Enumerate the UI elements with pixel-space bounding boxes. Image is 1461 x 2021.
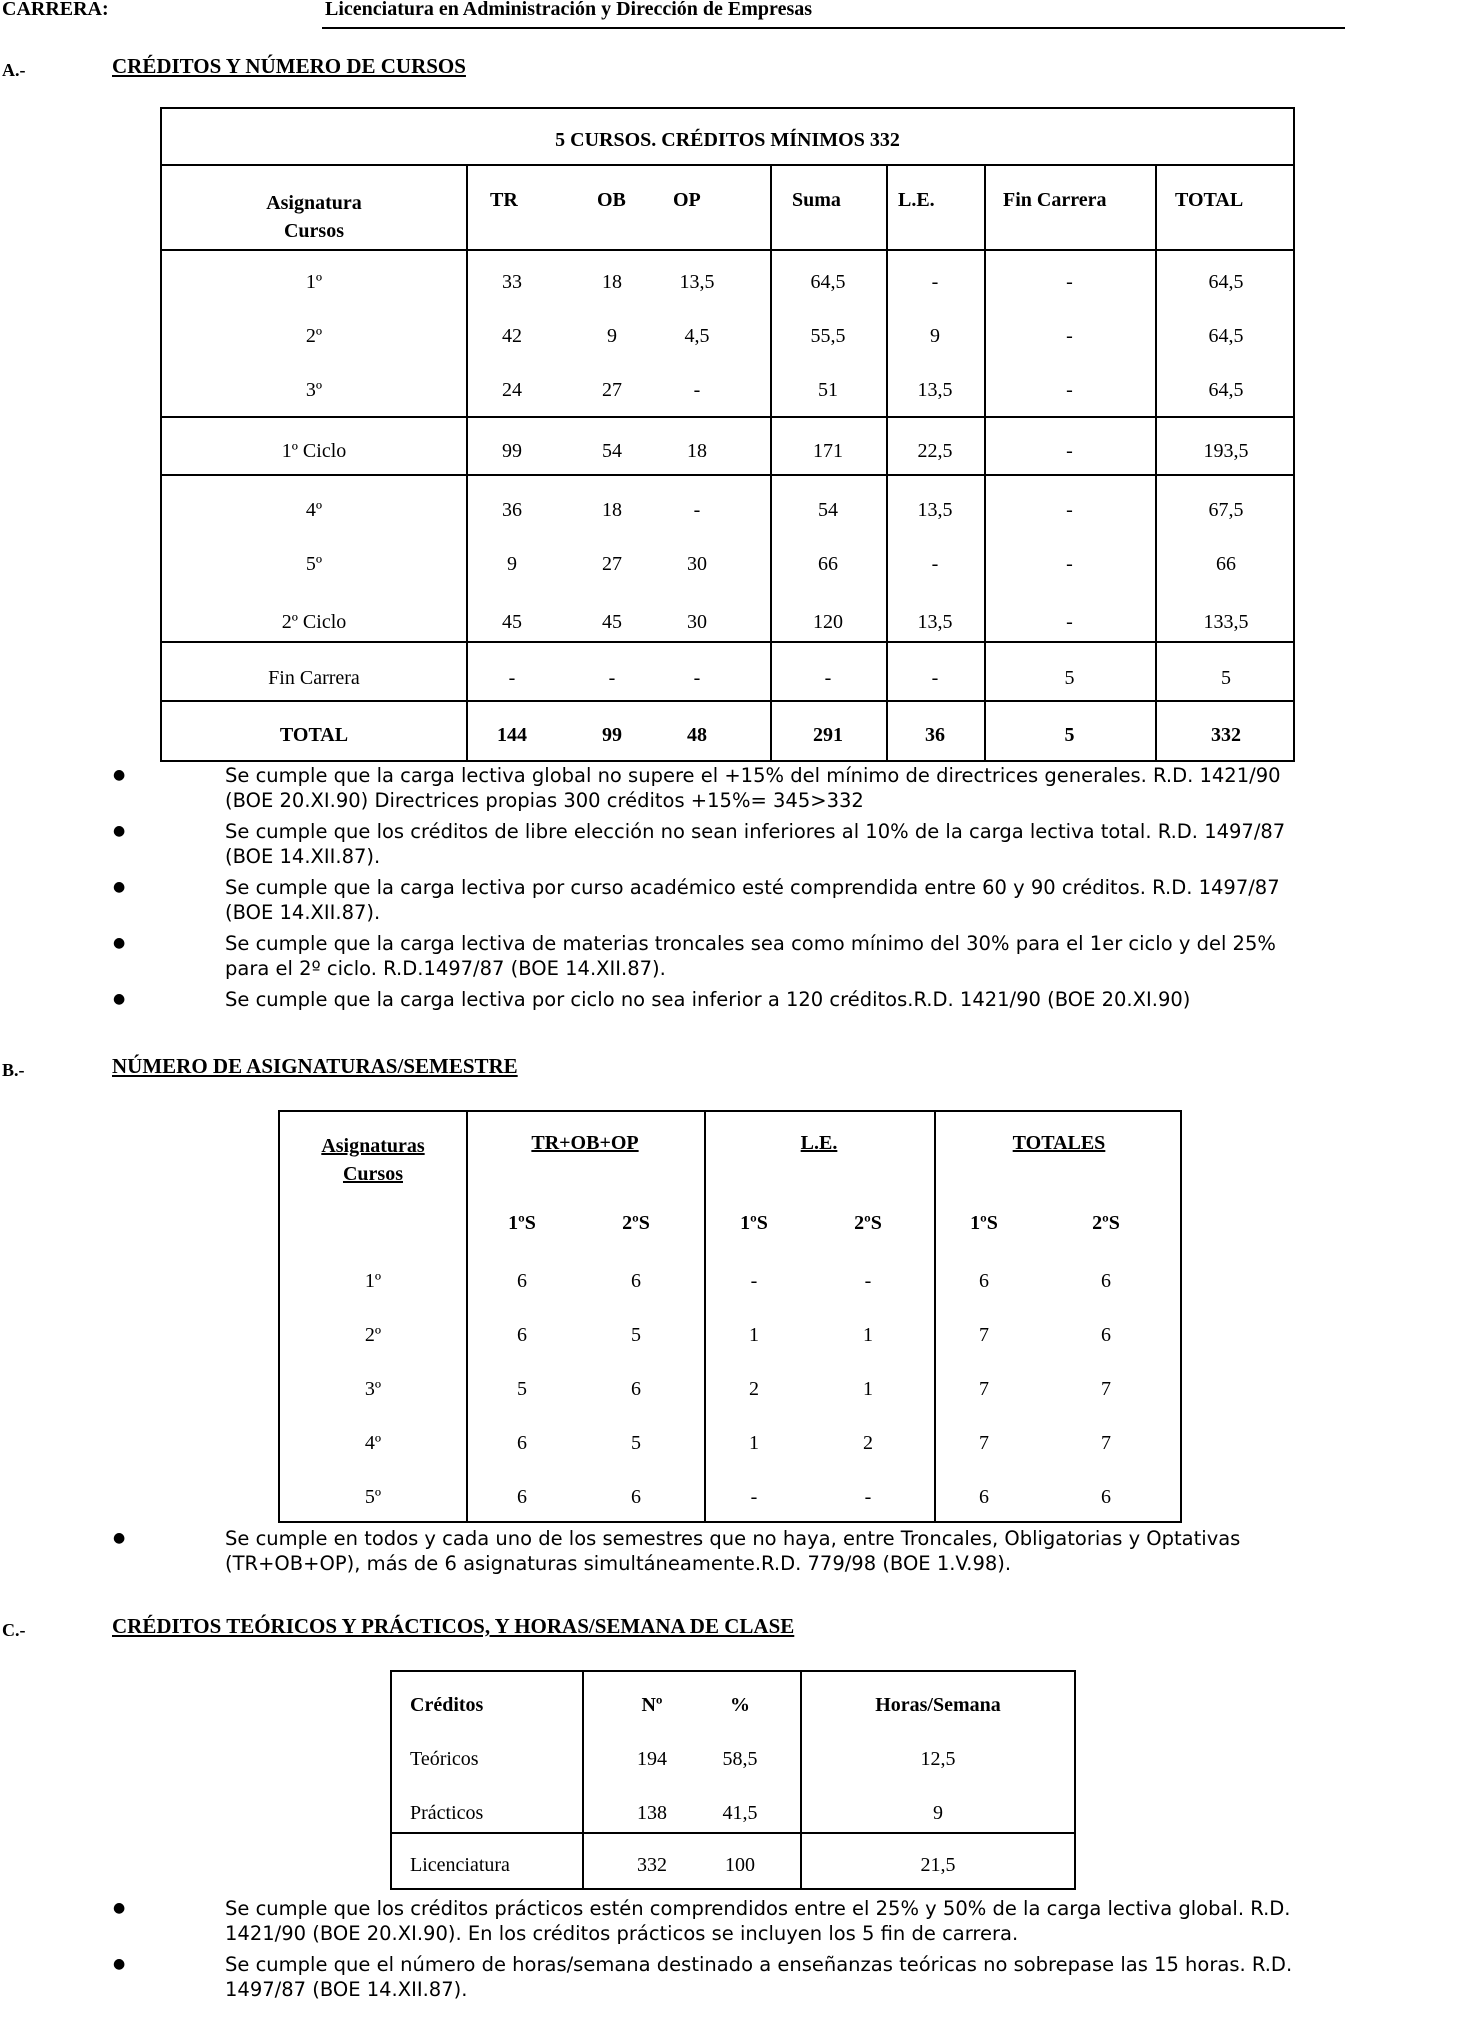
table-cell: 6 xyxy=(631,1486,641,1508)
header-sem1: 1ºS xyxy=(970,1212,998,1234)
row-label: 1º xyxy=(364,1270,382,1292)
row-label: 2º xyxy=(364,1324,382,1346)
bullet-icon: ● xyxy=(113,1900,126,1916)
table-cell: 7 xyxy=(979,1432,989,1454)
table-cell: - xyxy=(931,553,939,575)
row-label: 3º xyxy=(305,379,323,401)
table-cell: - xyxy=(824,667,832,689)
table-cell: 66 xyxy=(1216,553,1236,575)
table-rule xyxy=(162,164,1293,166)
note-line: Se cumple que la carga lectiva de materias troncales sea como mínimo del 30% para el 1er ciclo y del 25% xyxy=(225,932,1276,955)
table-cell: 1 xyxy=(749,1432,759,1454)
section-b-notes xyxy=(113,1526,1461,1582)
table-cell: 6 xyxy=(1101,1270,1111,1292)
table-cell: 54 xyxy=(602,440,622,462)
bullet-icon: ● xyxy=(113,879,126,895)
header-asignaturas xyxy=(280,1132,466,1188)
table-cell: 2 xyxy=(863,1432,873,1454)
table-cell: 99 xyxy=(602,724,622,746)
table-cell: 332 xyxy=(637,1854,667,1876)
header-rule xyxy=(322,27,1345,29)
table-cell: 5 xyxy=(1221,667,1231,689)
table-cell: - xyxy=(693,499,701,521)
table-cell: 6 xyxy=(517,1432,527,1454)
table-cell: 24 xyxy=(502,379,522,401)
table-cell: 133,5 xyxy=(1203,611,1249,633)
table-cell: 5 xyxy=(1064,667,1075,689)
row-label: TOTAL xyxy=(279,724,349,746)
row-label: Licenciatura xyxy=(410,1854,510,1876)
table-cell: 5 xyxy=(631,1432,641,1454)
theory-practice-table xyxy=(390,1670,1076,1890)
table-cell: 6 xyxy=(517,1324,527,1346)
table-cell: - xyxy=(1066,271,1073,293)
section-c-letter: C.- xyxy=(2,1620,26,1640)
row-label: 1º Ciclo xyxy=(281,440,347,462)
table-rule xyxy=(162,700,1293,702)
table-cell: 6 xyxy=(517,1486,527,1508)
header-op: OP xyxy=(673,189,701,211)
note-item xyxy=(113,1526,1461,1582)
row-label: 1º xyxy=(305,271,323,293)
bullet-icon: ● xyxy=(113,1530,126,1546)
table-cell: 30 xyxy=(687,553,707,575)
table-cell: 7 xyxy=(1101,1432,1111,1454)
table-cell: 1 xyxy=(749,1324,759,1346)
subjects-table xyxy=(278,1110,1182,1523)
table-cell: 42 xyxy=(502,325,522,347)
bullet-icon: ● xyxy=(113,935,126,951)
header-creditos: Créditos xyxy=(410,1694,484,1716)
section-a-notes xyxy=(113,763,1461,1015)
table-cell: 64,5 xyxy=(1208,271,1244,293)
table-cell: 9 xyxy=(933,1802,943,1824)
note-item xyxy=(113,819,1461,875)
table-cell: 21,5 xyxy=(920,1854,956,1876)
header-totales: TOTALES xyxy=(1012,1132,1106,1154)
section-c-title: CRÉDITOS TEÓRICOS Y PRÁCTICOS, Y HORAS/SEMANA DE CLASE xyxy=(112,1614,795,1638)
table-cell: 6 xyxy=(979,1270,989,1292)
header-le: L.E. xyxy=(898,189,935,211)
table-cell: 30 xyxy=(687,611,707,633)
header-sem2: 2ºS xyxy=(854,1212,882,1234)
table-rule xyxy=(162,249,1293,251)
table-cell: 7 xyxy=(1101,1378,1111,1400)
table-cell: 66 xyxy=(818,553,838,575)
note-line: Se cumple que la carga lectiva por curso académico esté comprendida entre 60 y 90 créditos. R.D. 1497/87 xyxy=(225,876,1280,899)
table-cell: 64,5 xyxy=(810,271,846,293)
table-cell: 6 xyxy=(631,1270,641,1292)
header-sem1: 1ºS xyxy=(740,1212,768,1234)
row-label: 4º xyxy=(364,1432,382,1454)
note-line: (BOE 14.XII.87). xyxy=(225,901,381,924)
note-item xyxy=(113,987,1461,1015)
bullet-icon: ● xyxy=(113,767,126,783)
note-line: 1497/87 (BOE 14.XII.87). xyxy=(225,1978,468,2001)
header-ob: OB xyxy=(597,189,626,211)
table-cell: 51 xyxy=(818,379,838,401)
row-label: 5º xyxy=(364,1486,382,1508)
header-total: TOTAL xyxy=(1175,189,1244,211)
row-label: Prácticos xyxy=(410,1802,484,1824)
header-le: L.E. xyxy=(800,1132,838,1154)
table-cell: 13,5 xyxy=(917,379,953,401)
table-cell: 120 xyxy=(813,611,843,633)
table-cell: 193,5 xyxy=(1203,440,1249,462)
table-cell: 9 xyxy=(930,325,940,347)
note-item xyxy=(113,931,1461,987)
table-cell: 6 xyxy=(1101,1324,1111,1346)
section-a-letter: A.- xyxy=(2,60,26,80)
table-cell: - xyxy=(864,1270,872,1292)
table-rule xyxy=(162,641,1293,643)
note-line: Se cumple que los créditos prácticos estén comprendidos entre el 25% y 50% de la carga lectiva global. R.D. xyxy=(225,1897,1291,1920)
table-rule xyxy=(162,416,1293,418)
bullet-icon: ● xyxy=(113,991,126,1007)
table-cell: 22,5 xyxy=(917,440,953,462)
note-line: 1421/90 (BOE 20.XI.90). En los créditos prácticos se incluyen los 5 fin de carrera. xyxy=(225,1922,1019,1945)
table-cell: 171 xyxy=(813,440,843,462)
table-cell: 1 xyxy=(863,1324,873,1346)
header-tr-ob-op: TR+OB+OP xyxy=(531,1132,639,1154)
table-rule xyxy=(582,1672,584,1888)
row-label: 2º Ciclo xyxy=(281,611,347,633)
table-cell: - xyxy=(1066,553,1073,575)
table-cell: 45 xyxy=(602,611,622,633)
table-cell: 13,5 xyxy=(917,499,953,521)
note-line: para el 2º ciclo. R.D.1497/87 (BOE 14.XII.87). xyxy=(225,957,666,980)
note-line: Se cumple en todos y cada uno de los semestres que no haya, entre Troncales, Obligatorias y Optativas xyxy=(225,1527,1241,1550)
table-cell: - xyxy=(931,667,939,689)
table-cell: 144 xyxy=(497,724,527,746)
table-cell: 41,5 xyxy=(722,1802,758,1824)
row-label: 5º xyxy=(305,553,323,575)
section-c-notes xyxy=(113,1896,1461,2008)
header-numero: Nº xyxy=(641,1694,663,1716)
table-cell: 36 xyxy=(925,724,945,746)
row-label: Fin Carrera xyxy=(268,667,360,689)
table-cell: 100 xyxy=(725,1854,755,1876)
table-cell: 5 xyxy=(631,1324,641,1346)
header-asignatura-line2: Cursos xyxy=(283,220,344,242)
table-caption: 5 CURSOS. CRÉDITOS MÍNIMOS 332 xyxy=(555,129,900,151)
table-cell: - xyxy=(608,667,616,689)
table-rule xyxy=(466,164,468,760)
table-cell: 2 xyxy=(749,1378,759,1400)
header-sem2: 2ºS xyxy=(622,1212,650,1234)
table-cell: 54 xyxy=(818,499,838,521)
header-asignaturas-line1: Asignaturas xyxy=(321,1135,425,1157)
row-label: Teóricos xyxy=(410,1748,479,1770)
table-cell: 9 xyxy=(507,553,517,575)
table-cell: 138 xyxy=(637,1802,667,1824)
table-rule xyxy=(934,1112,936,1521)
table-cell: 6 xyxy=(979,1486,989,1508)
header-asignatura xyxy=(162,189,466,245)
header-fin-carrera: Fin Carrera xyxy=(1003,189,1107,211)
header-horas-semana: Horas/Semana xyxy=(875,1694,1001,1716)
table-cell: - xyxy=(1066,499,1073,521)
section-a-title: CRÉDITOS Y NÚMERO DE CURSOS xyxy=(112,54,466,78)
table-cell: 55,5 xyxy=(810,325,846,347)
table-cell: - xyxy=(750,1270,758,1292)
header-tr: TR xyxy=(490,189,518,211)
table-cell: 4,5 xyxy=(684,325,710,347)
table-cell: 13,5 xyxy=(679,271,715,293)
table-cell: 45 xyxy=(502,611,522,633)
note-line: Se cumple que la carga lectiva por ciclo no sea inferior a 120 créditos.R.D. 1421/90 (BOE 20.XI.90) xyxy=(225,988,1191,1011)
note-line: Se cumple que el número de horas/semana destinado a enseñanzas teóricas no sobrepase las 15 horas. R.D. xyxy=(225,1953,1293,1976)
table-cell: 36 xyxy=(502,499,522,521)
note-item xyxy=(113,763,1461,819)
table-cell: 7 xyxy=(979,1378,989,1400)
table-cell: - xyxy=(931,271,939,293)
header-asignatura-line1: Asignatura xyxy=(266,192,362,214)
row-label: 4º xyxy=(305,499,323,521)
row-label: 2º xyxy=(305,325,323,347)
table-cell: 194 xyxy=(637,1748,667,1770)
table-cell: - xyxy=(693,667,701,689)
section-b-letter: B.- xyxy=(2,1060,25,1080)
table-cell: 13,5 xyxy=(917,611,953,633)
table-cell: 27 xyxy=(602,553,622,575)
table-cell: 12,5 xyxy=(920,1748,956,1770)
note-item xyxy=(113,875,1461,931)
header-percent: % xyxy=(730,1694,750,1716)
note-line: (BOE 20.XI.90) Directrices propias 300 créditos +15%= 345>332 xyxy=(225,789,864,812)
table-cell: 332 xyxy=(1211,724,1241,746)
note-item xyxy=(113,1952,1461,2008)
note-line: (TR+OB+OP), más de 6 asignaturas simultáneamente.R.D. 779/98 (BOE 1.V.98). xyxy=(225,1552,1012,1575)
note-line: Se cumple que los créditos de libre elección no sean inferiores al 10% de la carga lectiva total. R.D. 1497/87 xyxy=(225,820,1286,843)
table-cell: 99 xyxy=(502,440,522,462)
note-line: Se cumple que la carga lectiva global no supere el +15% del mínimo de directrices generales. R.D. 1421/90 xyxy=(225,764,1281,787)
table-cell: - xyxy=(1066,611,1073,633)
table-cell: - xyxy=(864,1486,872,1508)
table-cell: - xyxy=(508,667,516,689)
table-cell: - xyxy=(1066,379,1073,401)
table-cell: 58,5 xyxy=(722,1748,758,1770)
table-cell: - xyxy=(1066,325,1073,347)
table-cell: 18 xyxy=(687,440,707,462)
header-sem1: 1ºS xyxy=(508,1212,536,1234)
table-cell: 1 xyxy=(863,1378,873,1400)
table-cell: - xyxy=(1066,440,1073,462)
table-cell: - xyxy=(693,379,701,401)
table-rule xyxy=(162,474,1293,476)
table-cell: - xyxy=(750,1486,758,1508)
row-label: 3º xyxy=(364,1378,382,1400)
table-cell: 64,5 xyxy=(1208,379,1244,401)
table-cell: 9 xyxy=(607,325,617,347)
table-cell: 18 xyxy=(602,271,622,293)
table-cell: 291 xyxy=(813,724,843,746)
section-b-title: NÚMERO DE ASIGNATURAS/SEMESTRE xyxy=(112,1054,518,1078)
table-cell: 67,5 xyxy=(1208,499,1244,521)
table-cell: 18 xyxy=(602,499,622,521)
career-name: Licenciatura en Administración y Dirección de Empresas xyxy=(325,0,813,20)
table-cell: 6 xyxy=(1101,1486,1111,1508)
table-rule xyxy=(466,1112,468,1521)
table-rule xyxy=(392,1832,1074,1834)
table-cell: 5 xyxy=(517,1378,527,1400)
table-cell: 27 xyxy=(602,379,622,401)
header-sem2: 2ºS xyxy=(1092,1212,1120,1234)
bullet-icon: ● xyxy=(113,1956,126,1972)
table-cell: 7 xyxy=(979,1324,989,1346)
header-suma: Suma xyxy=(792,189,841,211)
table-cell: 33 xyxy=(502,271,522,293)
career-label: CARRERA: xyxy=(2,0,109,20)
table-cell: 64,5 xyxy=(1208,325,1244,347)
table-rule xyxy=(704,1112,706,1521)
header-asignaturas-line2: Cursos xyxy=(342,1163,403,1185)
table-cell: 6 xyxy=(631,1378,641,1400)
table-cell: 48 xyxy=(687,724,707,746)
credits-table xyxy=(160,107,1295,762)
table-cell: 5 xyxy=(1064,724,1075,746)
bullet-icon: ● xyxy=(113,823,126,839)
note-item xyxy=(113,1896,1461,1952)
note-line: (BOE 14.XII.87). xyxy=(225,845,381,868)
table-cell: 6 xyxy=(517,1270,527,1292)
